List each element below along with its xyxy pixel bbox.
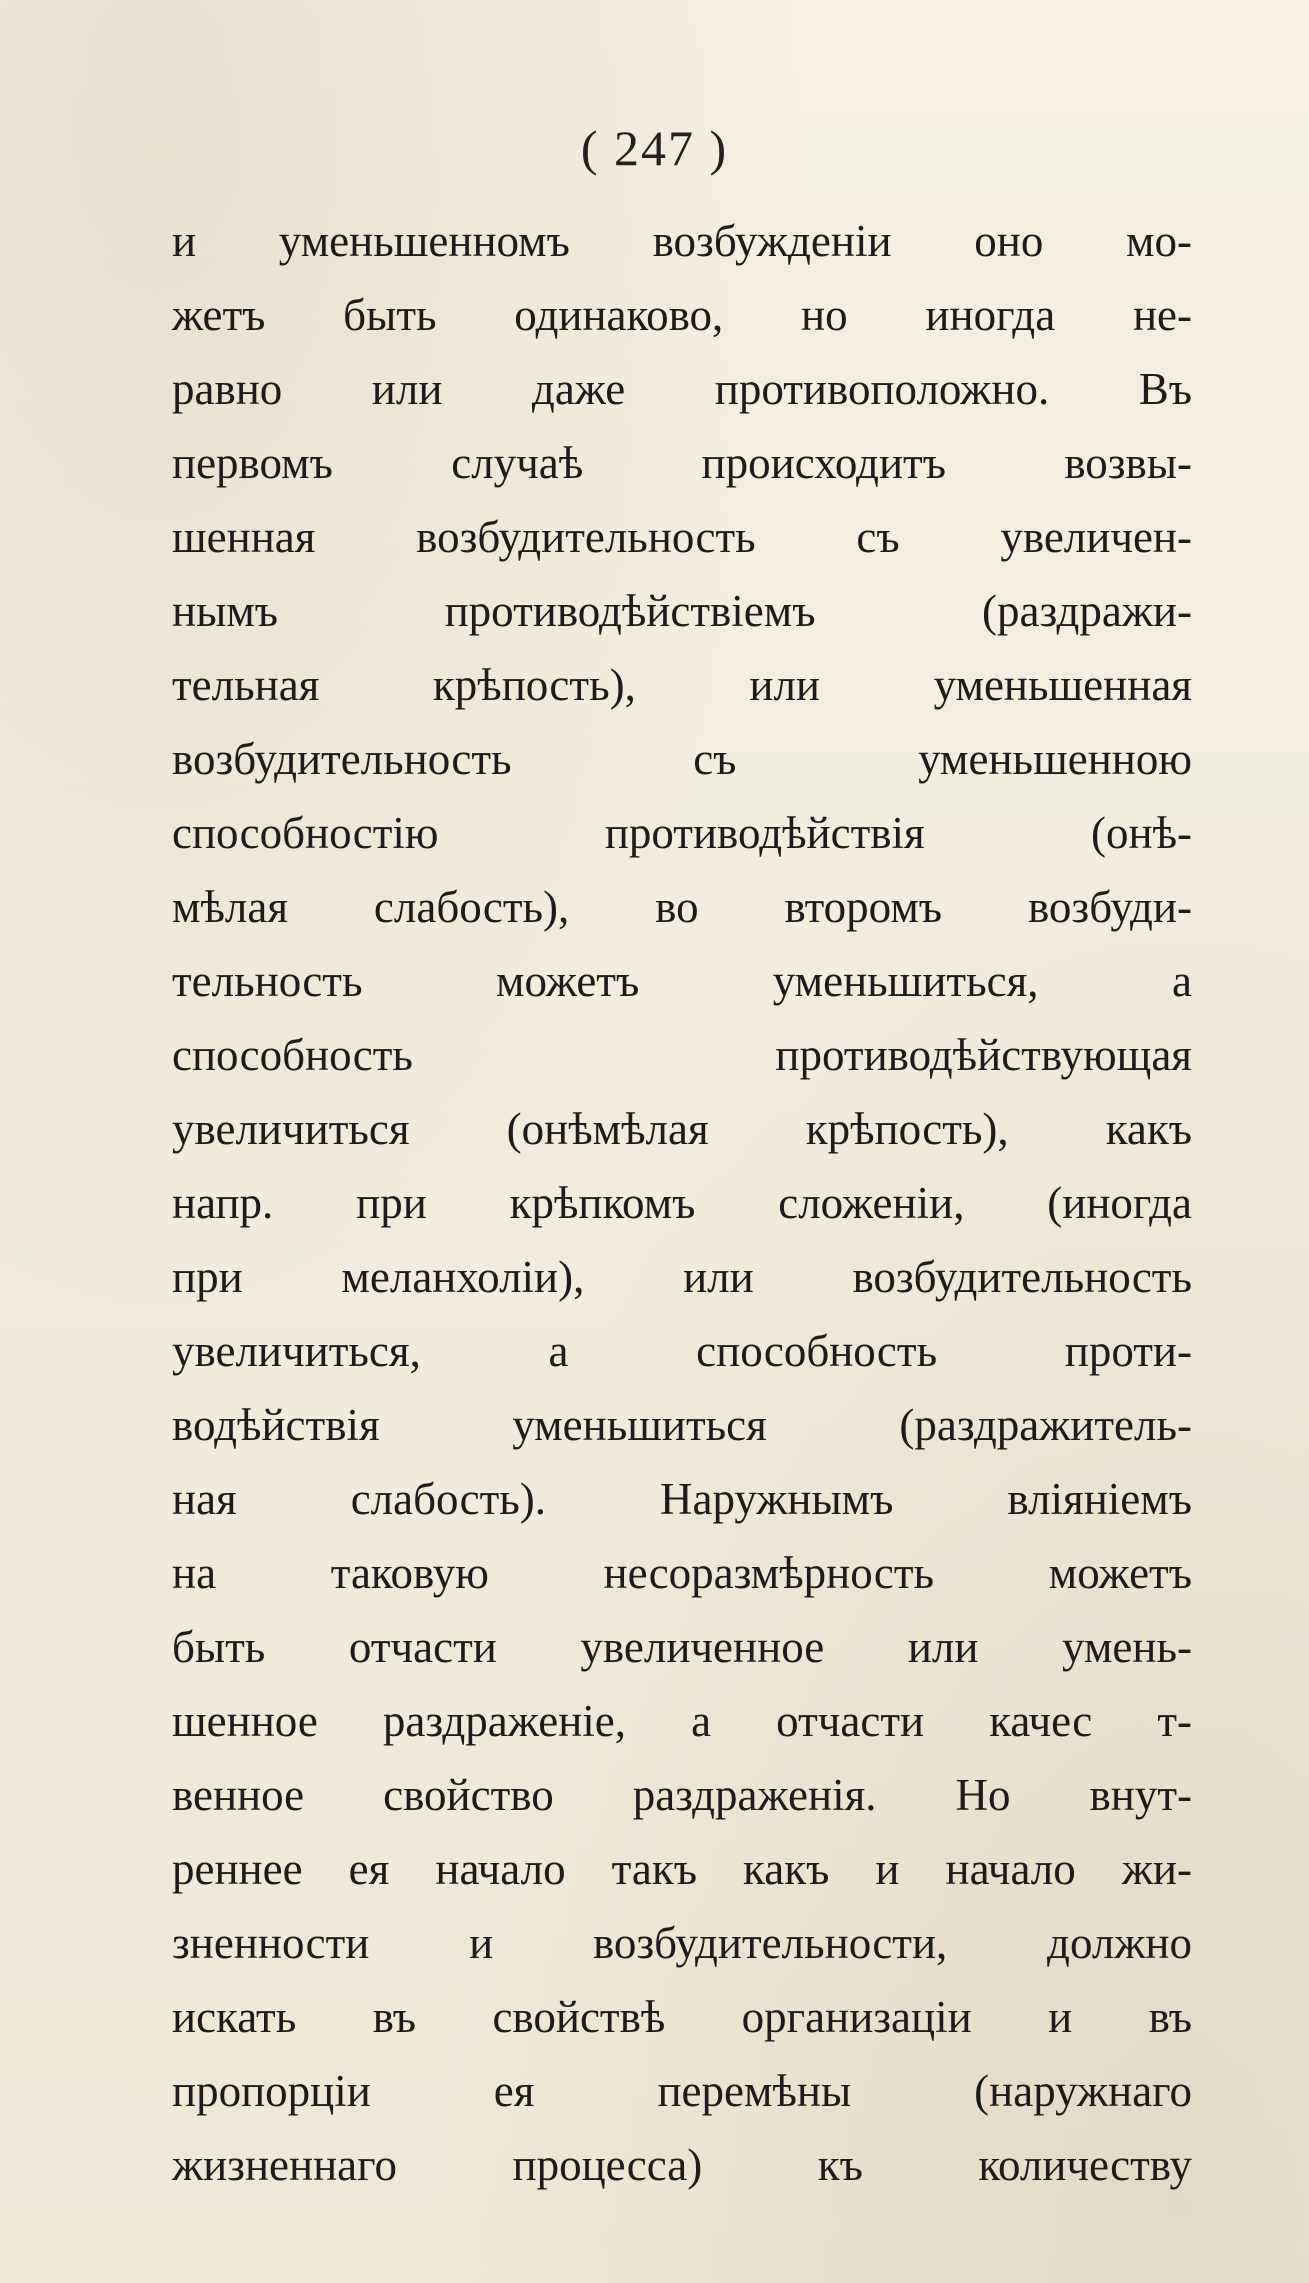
text-line: ная слабость). Наружнымъ вліяніемъ — [172, 1474, 1192, 1524]
text-line: тельность можетъ уменьшиться, а — [172, 956, 1192, 1006]
text-line: венное свойство раздраженія. Но внут- — [172, 1770, 1192, 1820]
text-line: быть отчасти увеличенное или умень- — [172, 1622, 1192, 1672]
text-line: первомъ случаѣ происходитъ возвы- — [172, 438, 1192, 488]
text-line: на таковую несоразмѣрность можетъ — [172, 1548, 1192, 1598]
page-number: ( 247 ) — [580, 120, 729, 176]
text-line: напр. при крѣпкомъ сложеніи, (иногда — [172, 1178, 1192, 1228]
text-line: шенная возбудительность съ увеличен- — [172, 512, 1192, 562]
body-text — [172, 204, 1192, 2202]
text-line: искать въ свойствѣ организаціи и въ — [172, 1992, 1192, 2042]
text-line: зненности и возбудительности, должно — [172, 1918, 1192, 1968]
text-line: реннее ея начало такъ какъ и начало жи- — [172, 1844, 1192, 1894]
text-line: возбудительность съ уменьшенною — [172, 734, 1192, 784]
text-line: пропорціи ея перемѣны (наружнаго — [172, 2066, 1192, 2116]
text-line: мѣлая слабость), во второмъ возбуди- — [172, 882, 1192, 932]
text-line: жизненнаго процесса) къ количеству — [172, 2140, 1192, 2190]
text-line: жетъ быть одинаково, но иногда не- — [172, 290, 1192, 340]
text-line: и уменьшенномъ возбужденіи оно мо- — [172, 216, 1192, 266]
text-line: при меланхоліи), или возбудительность — [172, 1252, 1192, 1302]
text-line: способность противодѣйствующая — [172, 1030, 1192, 1080]
text-line: увеличиться (онѣмѣлая крѣпость), какъ — [172, 1104, 1192, 1154]
text-line: водѣйствія уменьшиться (раздражитель- — [172, 1400, 1192, 1450]
text-line: способностію противодѣйствія (онѣ- — [172, 808, 1192, 858]
text-line: равно или даже противоположно. Въ — [172, 364, 1192, 414]
text-line: увеличиться, а способность проти- — [172, 1326, 1192, 1376]
text-line: шенное раздраженіе, а отчасти качес т- — [172, 1696, 1192, 1746]
text-line: нымъ противодѣйствіемъ (раздражи- — [172, 586, 1192, 636]
text-line: тельная крѣпость), или уменьшенная — [172, 660, 1192, 710]
